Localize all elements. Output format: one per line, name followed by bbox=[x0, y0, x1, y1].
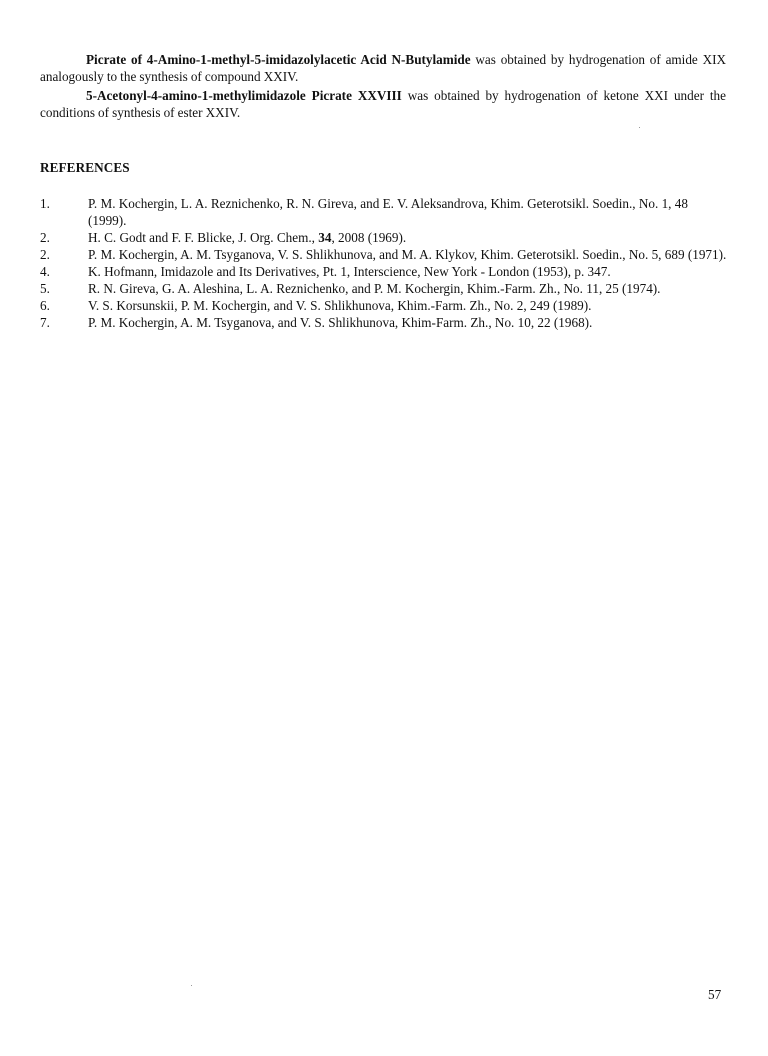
page-number: 57 bbox=[708, 987, 722, 1002]
reference-number: 6. bbox=[40, 298, 50, 313]
reference-number: 4. bbox=[40, 264, 50, 279]
reference-item bbox=[0, 314, 768, 331]
compound-name-bold: 5-Acetonyl-4-amino-1-methylimidazole Picrate XXVIII bbox=[86, 88, 402, 103]
paragraph-text: was obtained by hydrogenation of amide XIX analogously to the synthesis of compound XXIV. bbox=[40, 52, 727, 84]
reference-number: 7. bbox=[40, 315, 50, 330]
journal-volume-bold: 34 bbox=[318, 230, 332, 245]
reference-item bbox=[0, 297, 768, 314]
reference-number: 2. bbox=[40, 230, 50, 245]
reference-text: K. Hofmann, Imidazole and Its Derivatives, Pt. 1, Interscience, New York - London (1953), p. 347. bbox=[88, 264, 611, 279]
reference-item bbox=[0, 263, 768, 280]
reference-text: P. M. Kochergin, L. A. Reznichenko, R. N. Gireva, and E. V. Aleksandrova, Khim. Geterotsikl. Soedin., No. 1, 48 (1999). bbox=[88, 196, 688, 228]
scan-speck bbox=[191, 985, 192, 986]
reference-number: 2. bbox=[40, 247, 50, 262]
reference-text bbox=[88, 229, 728, 246]
reference-number: 5. bbox=[40, 281, 50, 296]
reference-text: R. N. Gireva, G. A. Aleshina, L. A. Reznichenko, and P. M. Kochergin, Khim.-Farm. Zh., No. 11, 25 (1974). bbox=[88, 281, 661, 296]
compound-name-bold: Picrate of 4-Amino-1-methyl-5-imidazolylacetic Acid N-Butylamide bbox=[86, 52, 471, 67]
paragraph-butylamide-picrate bbox=[40, 51, 726, 85]
paragraph-text: was obtained by hydrogenation of ketone XXI under the conditions of synthesis of ester XXIV. bbox=[40, 88, 727, 120]
reference-item bbox=[0, 246, 768, 263]
scan-speck bbox=[639, 127, 640, 128]
paragraph-acetonyl-picrate bbox=[40, 87, 726, 121]
reference-text-part: H. C. Godt and F. F. Blicke, J. Org. Chem., bbox=[88, 230, 319, 245]
reference-list bbox=[0, 195, 768, 331]
reference-number: 1. bbox=[40, 196, 50, 211]
reference-item bbox=[0, 280, 768, 297]
reference-text: V. S. Korsunskii, P. M. Kochergin, and V. S. Shlikhunova, Khim.-Farm. Zh., No. 2, 249 (1989). bbox=[88, 298, 592, 313]
reference-item bbox=[0, 229, 768, 246]
reference-text-part: , 2008 (1969). bbox=[331, 230, 407, 245]
reference-item bbox=[0, 195, 768, 229]
reference-text: P. M. Kochergin, A. M. Tsyganova, and V. S. Shlikhunova, Khim-Farm. Zh., No. 10, 22 (1968). bbox=[88, 315, 593, 330]
reference-text: P. M. Kochergin, A. M. Tsyganova, V. S. Shlikhunova, and M. A. Klykov, Khim. Geterotsikl. Soedin., No. 5, 689 (1971). bbox=[88, 247, 727, 262]
references-heading: REFERENCES bbox=[40, 160, 130, 175]
